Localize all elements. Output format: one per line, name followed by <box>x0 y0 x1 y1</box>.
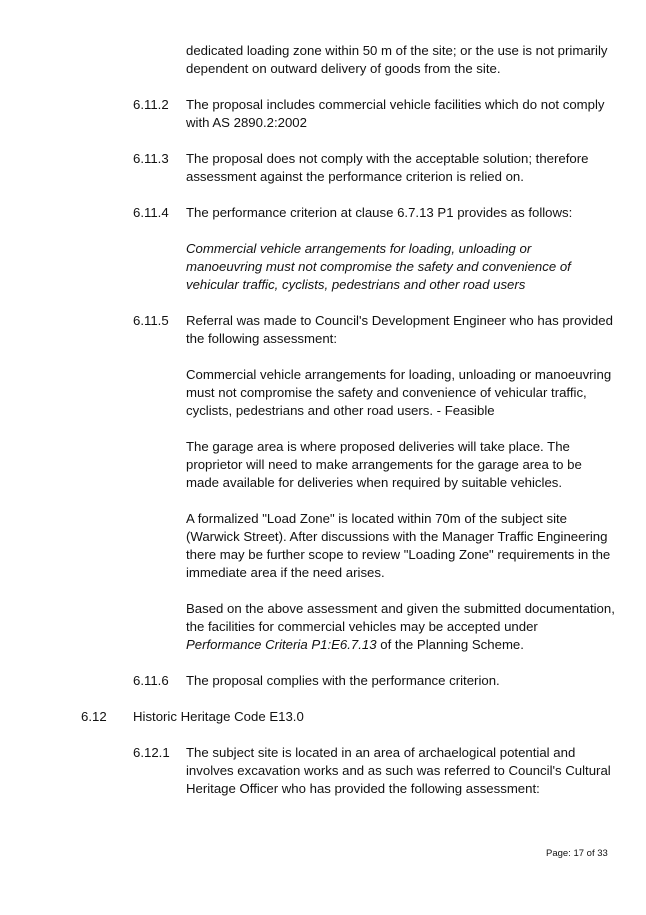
clause-text: The subject site is located in an area of archaelogical potential and <box>186 745 576 760</box>
quoted-criterion: Commercial vehicle arrangements for loading, unloading or <box>186 241 532 256</box>
quoted-criterion: vehicular traffic, cyclists, pedestrians and other road users <box>186 277 526 292</box>
assessment-text: the facilities for commercial vehicles may be accepted under <box>186 619 538 634</box>
assessment-text: immediate area if the need arises. <box>186 565 385 580</box>
clause-number: 6.12.1 <box>133 745 170 760</box>
clause-text: with AS 2890.2:2002 <box>186 115 307 130</box>
quoted-criterion: manoeuvring must not compromise the safety and convenience of <box>186 259 571 274</box>
clause-number: 6.11.4 <box>133 205 169 220</box>
clause-text: Referral was made to Council's Development Engineer who has provided <box>186 313 613 328</box>
assessment-text: proprietor will need to make arrangements for the garage area to be <box>186 457 582 472</box>
section-heading: Historic Heritage Code E13.0 <box>133 709 304 724</box>
clause-number: 6.11.5 <box>133 313 169 328</box>
assessment-text: Commercial vehicle arrangements for loading, unloading or manoeuvring <box>186 367 612 382</box>
clause-number: 6.11.2 <box>133 97 169 112</box>
clause-text: The proposal complies with the performance criterion. <box>186 673 500 688</box>
section-number: 6.12 <box>81 709 107 724</box>
assessment-text: there may be further scope to review "Loading Zone" requirements in the <box>186 547 611 562</box>
intro-line: dependent on outward delivery of goods from the site. <box>186 61 501 76</box>
clause-text: assessment against the performance criterion is relied on. <box>186 169 524 184</box>
intro-line: dedicated loading zone within 50 m of the site; or the use is not primarily <box>186 43 608 58</box>
clause-text: the following assessment: <box>186 331 337 346</box>
clause-text: The performance criterion at clause 6.7.13 P1 provides as follows: <box>186 205 573 220</box>
assessment-text: A formalized "Load Zone" is located within 70m of the subject site <box>186 511 568 526</box>
clause-text: The proposal includes commercial vehicle facilities which do not comply <box>186 97 605 112</box>
clause-number: 6.11.3 <box>133 151 169 166</box>
assessment-text: must not compromise the safety and convenience of vehicular traffic, <box>186 385 587 400</box>
clause-text: The proposal does not comply with the acceptable solution; therefore <box>186 151 589 166</box>
assessment-text <box>186 636 524 654</box>
assessment-text: Based on the above assessment and given the submitted documentation, <box>186 601 615 616</box>
assessment-text: cyclists, pedestrians and other road users. - Feasible <box>186 403 495 418</box>
assessment-text: made available for deliveries when required by suitable vehicles. <box>186 475 563 490</box>
clause-text: involves excavation works and as such was referred to Council's Cultural <box>186 763 611 778</box>
assessment-text: (Warwick Street). After discussions with the Manager Traffic Engineering <box>186 529 608 544</box>
scheme-reference-suffix: of the Planning Scheme. <box>376 637 524 652</box>
scheme-reference: Performance Criteria P1:E6.7.13 <box>186 637 377 652</box>
page-number: Page: 17 of 33 <box>546 848 608 859</box>
clause-text: Heritage Officer who has provided the following assessment: <box>186 781 540 796</box>
clause-number: 6.11.6 <box>133 673 169 688</box>
assessment-text: The garage area is where proposed deliveries will take place. The <box>186 439 570 454</box>
